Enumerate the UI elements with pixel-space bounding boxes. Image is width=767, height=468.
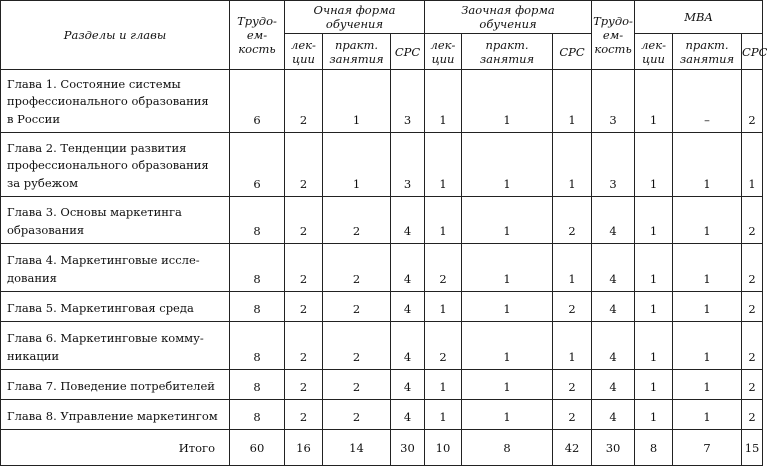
value-cell: 2 xyxy=(323,244,391,292)
value-cell: 3 xyxy=(391,70,425,133)
table-row xyxy=(1,197,763,244)
total-cell: 30 xyxy=(391,430,425,466)
table-row xyxy=(1,400,763,430)
labor-cell: 6 xyxy=(230,133,285,197)
subheader-srs: СРС xyxy=(553,34,592,70)
total-label: Итого xyxy=(1,430,230,466)
value-cell: 4 xyxy=(391,292,425,322)
value-cell: 4 xyxy=(391,400,425,430)
labor-cell: 8 xyxy=(230,322,285,370)
value-cell: 1 xyxy=(462,322,553,370)
subheader-lectures: лек- ции xyxy=(635,34,673,70)
header-labor-intensity-2: Трудо- ем- кость xyxy=(592,1,635,70)
value-cell: 2 xyxy=(323,400,391,430)
value-cell: 1 xyxy=(462,197,553,244)
total-cell: 10 xyxy=(425,430,462,466)
value-cell: 2 xyxy=(742,400,763,430)
total-cell: 16 xyxy=(285,430,323,466)
value-cell: 1 xyxy=(462,133,553,197)
value-cell: 1 xyxy=(673,400,742,430)
value-cell: 2 xyxy=(285,133,323,197)
total-cell: 60 xyxy=(230,430,285,466)
value-cell: 1 xyxy=(425,400,462,430)
value-cell: 1 xyxy=(462,400,553,430)
labor-cell: 8 xyxy=(230,400,285,430)
value-cell: 1 xyxy=(425,292,462,322)
labor-cell: 8 xyxy=(230,244,285,292)
value-cell: 1 xyxy=(462,370,553,400)
chapter-cell: Глава 3. Основы маркетинга образования xyxy=(1,197,230,244)
labor-cell: 4 xyxy=(592,400,635,430)
table-row xyxy=(1,322,763,370)
table-row xyxy=(1,292,763,322)
chapter-cell: Глава 8. Управление маркетингом xyxy=(1,400,230,430)
value-cell: 4 xyxy=(391,244,425,292)
labor-cell: 4 xyxy=(592,244,635,292)
total-cell: 15 xyxy=(742,430,763,466)
value-cell: 2 xyxy=(742,322,763,370)
value-cell: 2 xyxy=(323,322,391,370)
value-cell: 1 xyxy=(425,70,462,133)
value-cell: 2 xyxy=(425,322,462,370)
labor-cell: 4 xyxy=(592,197,635,244)
table-row xyxy=(1,133,763,197)
value-cell: 1 xyxy=(635,400,673,430)
labor-cell: 3 xyxy=(592,70,635,133)
total-cell: 42 xyxy=(553,430,592,466)
total-cell: 14 xyxy=(323,430,391,466)
value-cell: 3 xyxy=(391,133,425,197)
subheader-srs: СРС xyxy=(742,34,763,70)
value-cell: 1 xyxy=(553,70,592,133)
value-cell: 2 xyxy=(285,244,323,292)
value-cell: 2 xyxy=(553,400,592,430)
value-cell: 2 xyxy=(742,197,763,244)
value-cell: 1 xyxy=(635,197,673,244)
value-cell: 2 xyxy=(742,370,763,400)
total-cell: 7 xyxy=(673,430,742,466)
labor-cell: 8 xyxy=(230,292,285,322)
value-cell: 1 xyxy=(425,133,462,197)
labor-cell: 8 xyxy=(230,197,285,244)
table-row xyxy=(1,70,763,133)
chapter-cell: Глава 4. Маркетинговые иссле- дования xyxy=(1,244,230,292)
table-row xyxy=(1,370,763,400)
value-cell: 4 xyxy=(391,197,425,244)
total-cell: 8 xyxy=(635,430,673,466)
value-cell: 2 xyxy=(285,70,323,133)
labor-cell: 4 xyxy=(592,292,635,322)
value-cell: 1 xyxy=(553,322,592,370)
value-cell: 2 xyxy=(285,322,323,370)
header-part-time: Заочная форма обучения xyxy=(425,1,592,34)
value-cell: 1 xyxy=(323,70,391,133)
subheader-lectures: лек- ции xyxy=(425,34,462,70)
labor-cell: 3 xyxy=(592,133,635,197)
value-cell: 2 xyxy=(285,400,323,430)
value-cell: 1 xyxy=(635,370,673,400)
subheader-practice: практ. занятия xyxy=(673,34,742,70)
value-cell: 1 xyxy=(673,292,742,322)
value-cell: 2 xyxy=(285,292,323,322)
value-cell: 1 xyxy=(425,370,462,400)
value-cell: 1 xyxy=(462,292,553,322)
value-cell: 1 xyxy=(673,322,742,370)
value-cell: 2 xyxy=(553,292,592,322)
labor-cell: 4 xyxy=(592,370,635,400)
value-cell: 2 xyxy=(323,197,391,244)
value-cell: 1 xyxy=(635,70,673,133)
header-sections: Разделы и главы xyxy=(1,1,230,70)
chapter-cell: Глава 7. Поведение потребителей xyxy=(1,370,230,400)
value-cell: 2 xyxy=(742,244,763,292)
value-cell: 1 xyxy=(673,133,742,197)
total-cell: 8 xyxy=(462,430,553,466)
value-cell: 2 xyxy=(323,292,391,322)
labor-cell: 4 xyxy=(592,322,635,370)
chapter-cell: Глава 6. Маркетинговые комму- никации xyxy=(1,322,230,370)
value-cell: 2 xyxy=(285,370,323,400)
value-cell: 1 xyxy=(635,244,673,292)
total-row xyxy=(1,430,763,466)
value-cell: 2 xyxy=(425,244,462,292)
chapter-cell: Глава 1. Состояние системы профессионального образования в России xyxy=(1,70,230,133)
value-cell: 4 xyxy=(391,322,425,370)
subheader-practice: практ. занятия xyxy=(462,34,553,70)
value-cell: 1 xyxy=(553,244,592,292)
header-labor-intensity: Трудо- ем- кость xyxy=(230,1,285,70)
value-cell: 1 xyxy=(742,133,763,197)
subheader-practice: практ. занятия xyxy=(323,34,391,70)
subheader-srs: СРС xyxy=(391,34,425,70)
value-cell: 2 xyxy=(323,370,391,400)
value-cell: 1 xyxy=(462,244,553,292)
value-cell: 1 xyxy=(462,70,553,133)
labor-cell: 8 xyxy=(230,370,285,400)
chapter-cell: Глава 2. Тенденции развития профессионального образования за рубежом xyxy=(1,133,230,197)
value-cell: 2 xyxy=(553,370,592,400)
value-cell: 4 xyxy=(391,370,425,400)
header-full-time: Очная форма обучения xyxy=(285,1,425,34)
labor-cell: 6 xyxy=(230,70,285,133)
value-cell: 2 xyxy=(553,197,592,244)
value-cell: 2 xyxy=(285,197,323,244)
value-cell: 1 xyxy=(635,292,673,322)
value-cell: 1 xyxy=(553,133,592,197)
table-row xyxy=(1,244,763,292)
value-cell: 1 xyxy=(323,133,391,197)
value-cell: 2 xyxy=(742,70,763,133)
header-mba: MBA xyxy=(635,1,763,34)
value-cell: 2 xyxy=(742,292,763,322)
chapter-cell: Глава 5. Маркетинговая среда xyxy=(1,292,230,322)
total-cell: 30 xyxy=(592,430,635,466)
subheader-lectures: лек- ции xyxy=(285,34,323,70)
value-cell: 1 xyxy=(425,197,462,244)
value-cell: – xyxy=(673,70,742,133)
value-cell: 1 xyxy=(673,244,742,292)
value-cell: 1 xyxy=(635,133,673,197)
value-cell: 1 xyxy=(635,322,673,370)
value-cell: 1 xyxy=(673,370,742,400)
value-cell: 1 xyxy=(673,197,742,244)
